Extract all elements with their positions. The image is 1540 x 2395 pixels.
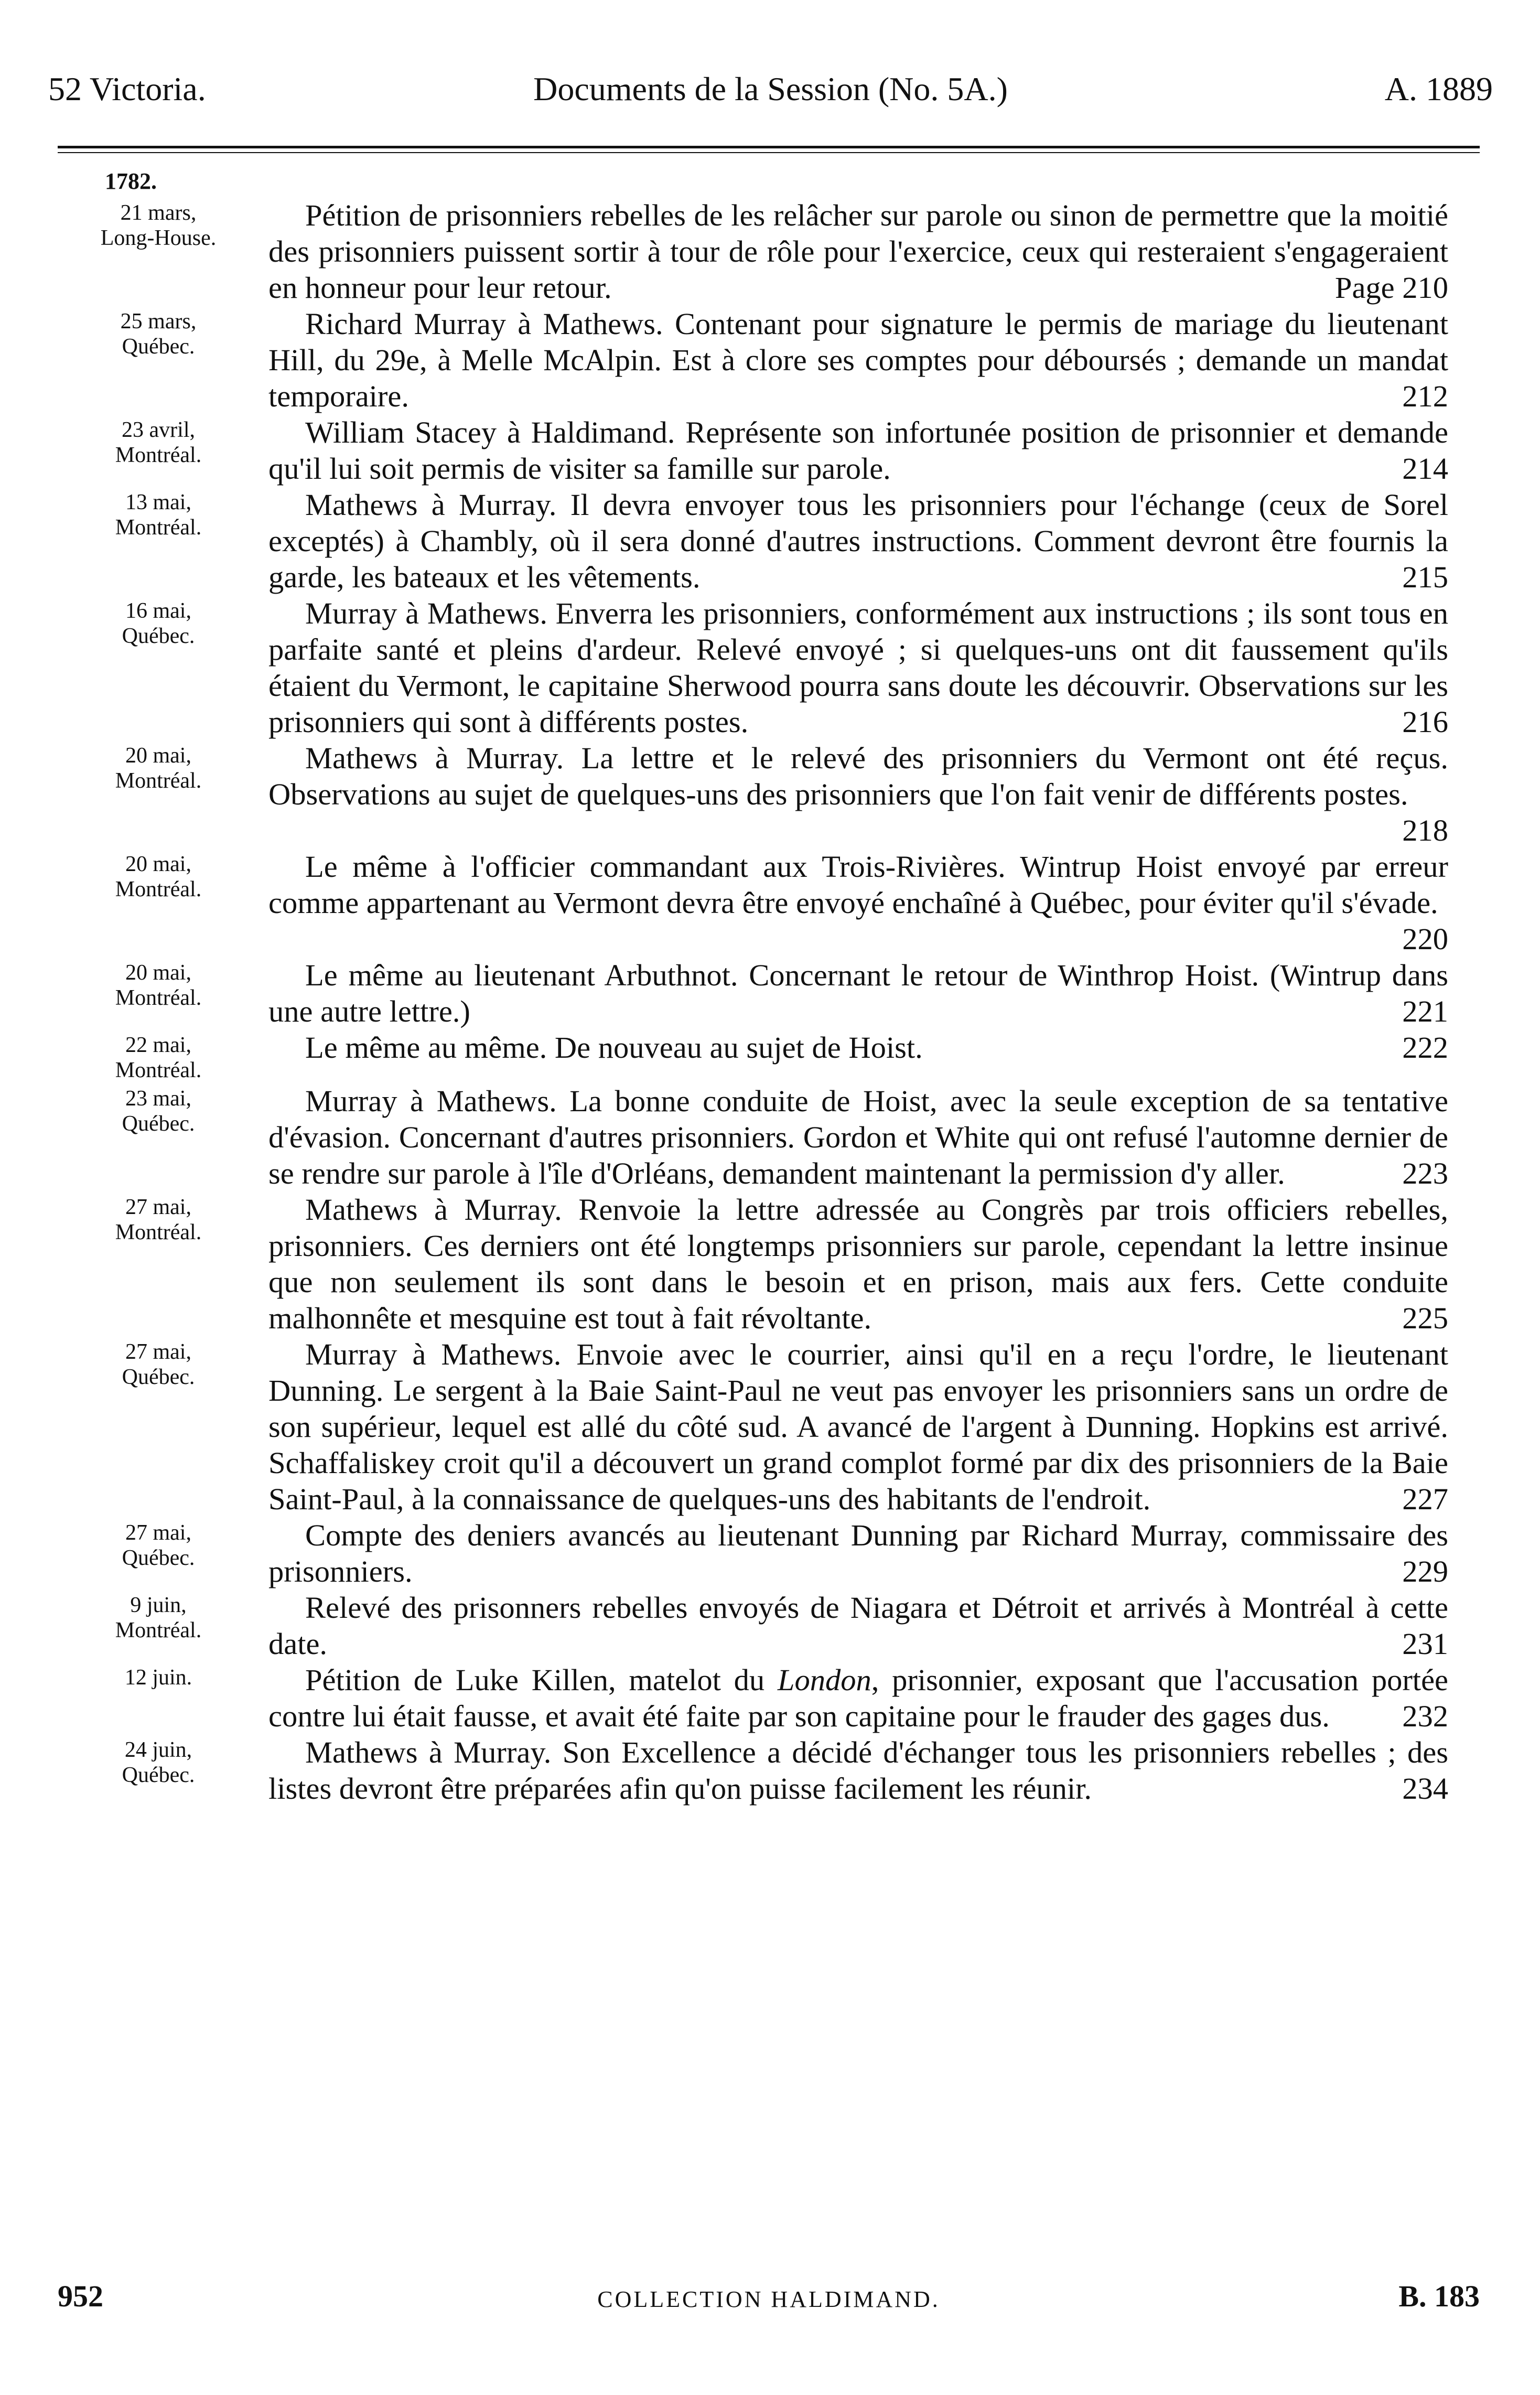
calendar-entry	[48, 957, 1448, 1029]
calendar-entry	[48, 1734, 1448, 1807]
entry-text	[268, 197, 1448, 306]
entry-page-reference: 220	[1402, 922, 1448, 956]
entry-summary: Mathews à Murray. La lettre et le relevé des prisonniers du Vermont ont été reçus. Observations au sujet de quelques-uns des prisonniers que l'on fait venir de différents postes.	[268, 741, 1448, 811]
entry-summary: Mathews à Murray. Renvoie la lettre adressée au Congrès par trois officiers rebelles, prisonniers. Ces derniers ont été longtemps prisonniers sur parole, cependant la lettre insinue que non seulement ils sont dans le besoin et en prison, mais aux fers. Cette conduite malhonnête et mesquine est tout à fait révoltante.	[268, 1193, 1448, 1335]
header-rule	[58, 146, 1480, 148]
entry-page-reference: 231	[1402, 1627, 1448, 1661]
calendar-entry	[48, 1083, 1448, 1191]
entry-date	[48, 1517, 268, 1589]
entry-text	[268, 1191, 1448, 1336]
calendar-entry	[48, 1336, 1448, 1517]
entry-date-day: 27 mai,	[125, 1340, 191, 1364]
entry-date-day: 12 juin.	[124, 1666, 192, 1690]
entry-text	[268, 1589, 1448, 1662]
entry-page-reference: 225	[1402, 1301, 1448, 1335]
entry-date-place: Montréal.	[115, 515, 202, 540]
entry-summary: Murray à Mathews. Enverra les prisonniers, conformément aux instructions ; ils sont tous en parfaite santé et pleins d'ardeur. Relevé envoyé ; si quelques-uns ont dit faussement qu'ils étaient du Vermont, le capitaine Sherwood pourra sans doute les découvrir. Observations sur les prisonniers qui sont à différents postes.	[268, 596, 1448, 739]
header-rule-thin	[58, 152, 1480, 153]
entry-date	[48, 849, 268, 957]
entry-text	[268, 595, 1448, 740]
header-session: 52 Victoria.	[48, 70, 206, 108]
entry-date	[48, 1734, 268, 1807]
entry-text	[268, 1083, 1448, 1191]
entry-date-place: Montréal.	[115, 986, 202, 1010]
entry-page-reference: 221	[1402, 994, 1448, 1028]
entry-date	[48, 1083, 268, 1191]
entry-date-place: Québec.	[122, 1365, 195, 1389]
calendar-entry	[48, 1517, 1448, 1589]
entry-date-place: Québec.	[122, 335, 195, 359]
entry-page-reference: 229	[1402, 1554, 1448, 1588]
entry-date-place: Québec.	[122, 624, 195, 648]
entry-page-reference: 214	[1402, 452, 1448, 486]
entry-date	[48, 1589, 268, 1662]
entry-date-day: 27 mai,	[125, 1195, 191, 1219]
calendar-entry	[48, 306, 1448, 414]
entry-date-place: Québec.	[122, 1546, 195, 1570]
calendar-entry	[48, 487, 1448, 595]
year-label: 1782.	[105, 168, 157, 194]
entry-page-reference: 216	[1402, 705, 1448, 739]
entry-summary: William Stacey à Haldimand. Représente son infortunée position de prisonnier et demande qu'il lui soit permis de visiter sa famille sur parole.	[268, 415, 1448, 486]
entry-date	[48, 197, 268, 306]
entry-summary: Le même à l'officier commandant aux Trois-Rivières. Wintrup Hoist envoyé par erreur comme appartenant au Vermont devra être envoyé enchaîné à Québec, pour éviter qu'il s'évade.	[268, 850, 1448, 920]
header-year: A. 1889	[1384, 70, 1493, 108]
entry-date-day: 22 mai,	[125, 1033, 191, 1057]
entry-date-day: 23 avril,	[122, 418, 195, 442]
calendar-entry	[48, 595, 1448, 740]
entry-date-place: Montréal.	[115, 443, 202, 467]
entry-date	[48, 414, 268, 487]
entry-date-day: 20 mai,	[125, 744, 191, 768]
entry-date-place: Montréal.	[115, 1220, 202, 1244]
entry-date-place: Long-House.	[100, 226, 217, 250]
page-header	[48, 64, 1493, 114]
entry-summary: Le même au lieutenant Arbuthnot. Concernant le retour de Winthrop Hoist. (Wintrup dans une autre lettre.)	[268, 958, 1448, 1028]
entry-text	[268, 1336, 1448, 1517]
entry-page-reference: 223	[1402, 1156, 1448, 1190]
calendar-entry	[48, 414, 1448, 487]
entry-date-day: 25 mars,	[120, 309, 197, 334]
entry-text	[268, 740, 1448, 849]
entry-date-day: 9 juin,	[130, 1593, 187, 1617]
entry-page-reference: 232	[1402, 1699, 1448, 1733]
entry-page-reference: 227	[1402, 1482, 1448, 1516]
entry-date-day: 20 mai,	[125, 961, 191, 985]
entry-text	[268, 849, 1448, 957]
entry-date-place: Québec.	[122, 1763, 195, 1787]
calendar-entry	[48, 1029, 1448, 1083]
footer-volume: B. 183	[1398, 2279, 1480, 2313]
entry-date-place: Montréal.	[115, 877, 202, 901]
entry-text	[268, 1662, 1448, 1734]
entry-summary: Compte des deniers avancés au lieutenant Dunning par Richard Murray, commissaire des prisonniers.	[268, 1518, 1448, 1588]
entry-date	[48, 487, 268, 595]
entry-page-reference: 215	[1402, 560, 1448, 594]
entry-date	[48, 740, 268, 849]
entry-date-day: 27 mai,	[125, 1521, 191, 1545]
entry-summary: Mathews à Murray. Son Excellence a décidé d'échanger tous les prisonniers rebelles ; des listes devront être préparées afin qu'on puisse facilement les réunir.	[268, 1735, 1448, 1806]
entry-summary: Murray à Mathews. Envoie avec le courrier, ainsi qu'il en a reçu l'ordre, le lieutenant Dunning. Le sergent à la Baie Saint-Paul ne veut pas envoyer les prisonniers sans un ordre de son supérieur, lequel est allé du côté sud. A avancé de l'argent à Dunning. Hopkins est arrivé. Schaffaliskey croit qu'il a découvert un grand complot formé par dix des prisonniers de la Baie Saint-Paul, à la connaissance de quelques-uns des habitants de l'endroit.	[268, 1337, 1448, 1516]
page-footer	[58, 2279, 1480, 2326]
entry-date-day: 23 mai,	[125, 1087, 191, 1111]
entry-text	[268, 1029, 1448, 1083]
calendar-entry	[48, 740, 1448, 849]
entry-date	[48, 1029, 268, 1083]
entry-summary: Pétition de prisonniers rebelles de les relâcher sur parole ou sinon de permettre que la moitié des prisonniers puissent sortir à tour de rôle pour l'exercice, ceux qui resteraient s'engageraient en honneur pour leur retour.	[268, 198, 1448, 305]
entry-date-day: 20 mai,	[125, 852, 191, 876]
entry-summary: Relevé des prisonners rebelles envoyés de Niagara et Détroit et arrivés à Montréal à cette date.	[268, 1591, 1448, 1661]
entry-date-place: Montréal.	[115, 1618, 202, 1642]
entry-page-reference: 222	[1402, 1030, 1448, 1065]
entry-date-day: 16 mai,	[125, 599, 191, 623]
header-title: Documents de la Session (No. 5A.)	[533, 70, 1008, 108]
entry-date-place: Montréal.	[115, 1058, 202, 1082]
entry-date	[48, 1662, 268, 1734]
entry-date	[48, 957, 268, 1029]
entry-text	[268, 1517, 1448, 1589]
entry-page-reference: 218	[1402, 813, 1448, 847]
entry-date-day: 24 juin,	[124, 1738, 192, 1762]
entry-summary-end: , prisonnier, exposant que l'accusation portée contre lui était fausse, et avait été faite par son capitaine pour le frauder des gages dus.	[268, 1663, 1448, 1733]
entry-text	[268, 414, 1448, 487]
entries-list	[48, 197, 1448, 1807]
calendar-entry	[48, 1191, 1448, 1336]
calendar-entry	[48, 1662, 1448, 1734]
footer-collection: COLLECTION HALDIMAND.	[597, 2286, 940, 2312]
entry-ship-name: London	[777, 1663, 871, 1697]
entry-text	[268, 1734, 1448, 1807]
entry-summary-start: Pétition de Luke Killen, matelot du	[305, 1663, 778, 1697]
calendar-entry	[48, 1589, 1448, 1662]
calendar-entry	[48, 197, 1448, 306]
entry-date	[48, 306, 268, 414]
entry-page-reference: Page 210	[1334, 271, 1448, 305]
entry-date-day: 21 mars,	[120, 201, 197, 225]
entry-page-reference: 234	[1402, 1771, 1448, 1806]
entry-date-day: 13 mai,	[125, 490, 191, 514]
entry-text	[268, 306, 1448, 414]
entry-date-place: Montréal.	[115, 769, 202, 793]
entry-text	[268, 487, 1448, 595]
entry-summary: Murray à Mathews. La bonne conduite de Hoist, avec la seule exception de sa tentative d'évasion. Concernant d'autres prisonniers. Gordon et White qui ont refusé l'automne dernier de se rendre sur parole à l'île d'Orléans, demandent maintenant la permission d'y aller.	[268, 1084, 1448, 1190]
entry-page-reference: 212	[1402, 379, 1448, 413]
calendar-entry	[48, 849, 1448, 957]
entry-summary: Richard Murray à Mathews. Contenant pour signature le permis de mariage du lieutenant Hill, du 29e, à Melle McAlpin. Est à clore ses comptes pour déboursés ; demande un mandat temporaire.	[268, 307, 1448, 413]
entry-text	[268, 957, 1448, 1029]
entry-date-place: Québec.	[122, 1112, 195, 1136]
entry-date	[48, 595, 268, 740]
entry-summary: Le même au même. De nouveau au sujet de Hoist.	[305, 1030, 923, 1065]
entry-summary: Mathews à Murray. Il devra envoyer tous les prisonniers pour l'échange (ceux de Sorel exceptés) à Chambly, où il sera donné d'autres instructions. Comment devront être fournis la garde, les bateaux et les vêtements.	[268, 488, 1448, 594]
entry-date	[48, 1191, 268, 1336]
footer-page-number: 952	[58, 2279, 103, 2313]
entry-date	[48, 1336, 268, 1517]
